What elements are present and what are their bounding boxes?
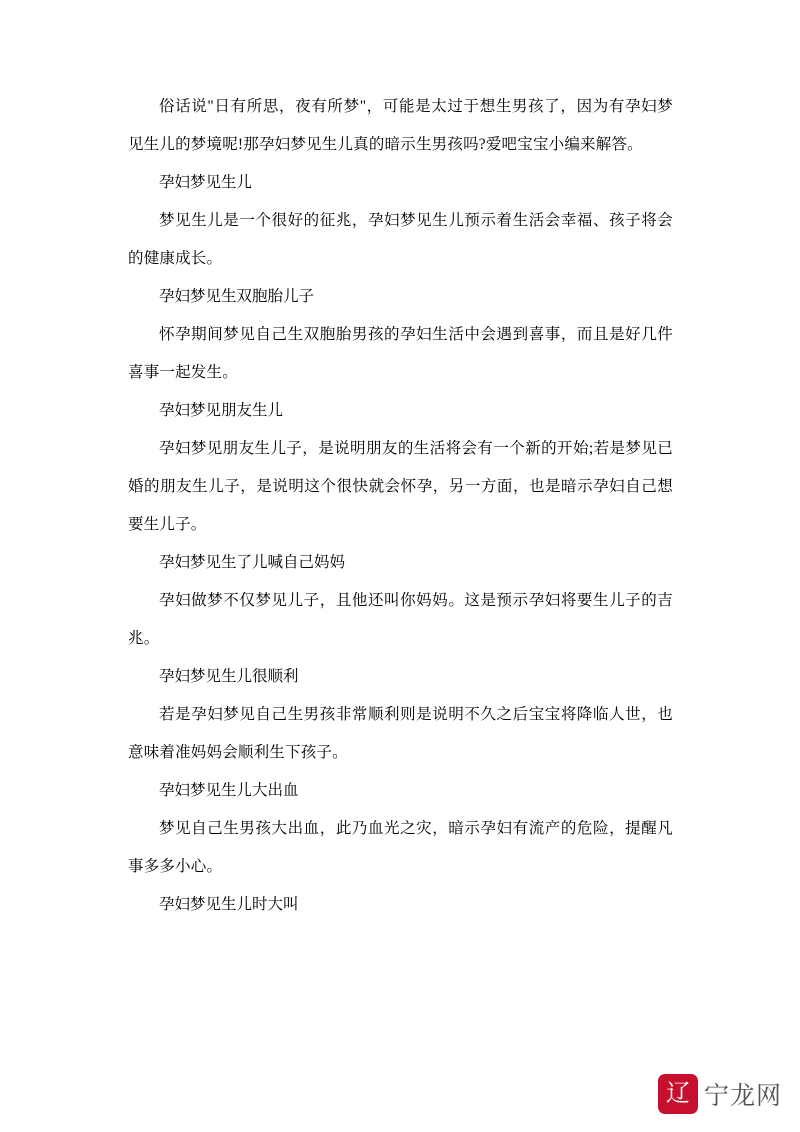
heading-dream-screaming-at-birth: 孕妇梦见生儿时大叫	[159, 896, 299, 913]
watermark	[634, 1072, 782, 1116]
heading-dream-of-giving-birth-to-son: 孕妇梦见生儿	[159, 174, 253, 191]
heading-dream-friend-gives-birth: 孕妇梦见朋友生儿	[159, 402, 284, 419]
paragraph-dream-smooth-birth: 若是孕妇梦见自己生男孩非常顺利则是说明不久之后宝宝将降临人世，也意味着准妈妈会顺利生下孩子。	[128, 706, 673, 761]
heading-dream-son-calls-mother: 孕妇梦见生了儿喊自己妈妈	[159, 554, 346, 571]
paragraph-dream-son-calls-mother: 孕妇做梦不仅梦见儿子，且他还叫你妈妈。这是预示孕妇将要生儿子的吉兆。	[128, 592, 673, 647]
paragraph-dream-heavy-bleeding: 梦见自己生男孩大出血，此乃血光之灾，暗示孕妇有流产的危险，提醒凡事多多小心。	[128, 820, 673, 875]
heading-dream-smooth-birth: 孕妇梦见生儿很顺利	[159, 668, 299, 685]
paragraph-dream-of-giving-birth-to-son: 梦见生儿是一个很好的征兆，孕妇梦见生儿预示着生活会幸福、孩子将会的健康成长。	[128, 212, 673, 267]
paragraph-dream-friend-gives-birth: 孕妇梦见朋友生儿子，是说明朋友的生活将会有一个新的开始;若是梦见已婚的朋友生儿子，是说明这个很快就会怀孕，另一方面，也是暗示孕妇自己想要生儿子。	[128, 440, 673, 533]
paragraph-intro: 俗话说"日有所思，夜有所梦"，可能是太过于想生男孩了，因为有孕妇梦见生儿的梦境呢!那孕妇梦见生儿真的暗示生男孩吗?爱吧宝宝小编来解答。	[128, 98, 673, 153]
heading-dream-twin-sons: 孕妇梦见生双胞胎儿子	[159, 288, 315, 305]
watermark-text: 宁龙网	[703, 1083, 782, 1110]
paragraph-dream-twin-sons: 怀孕期间梦见自己生双胞胎男孩的孕妇生活中会遇到喜事，而且是好几件喜事一起发生。	[128, 326, 673, 381]
heading-dream-heavy-bleeding: 孕妇梦见生儿大出血	[159, 782, 299, 799]
watermark-logo-icon: 辽	[658, 1074, 698, 1114]
document-body	[128, 88, 673, 924]
